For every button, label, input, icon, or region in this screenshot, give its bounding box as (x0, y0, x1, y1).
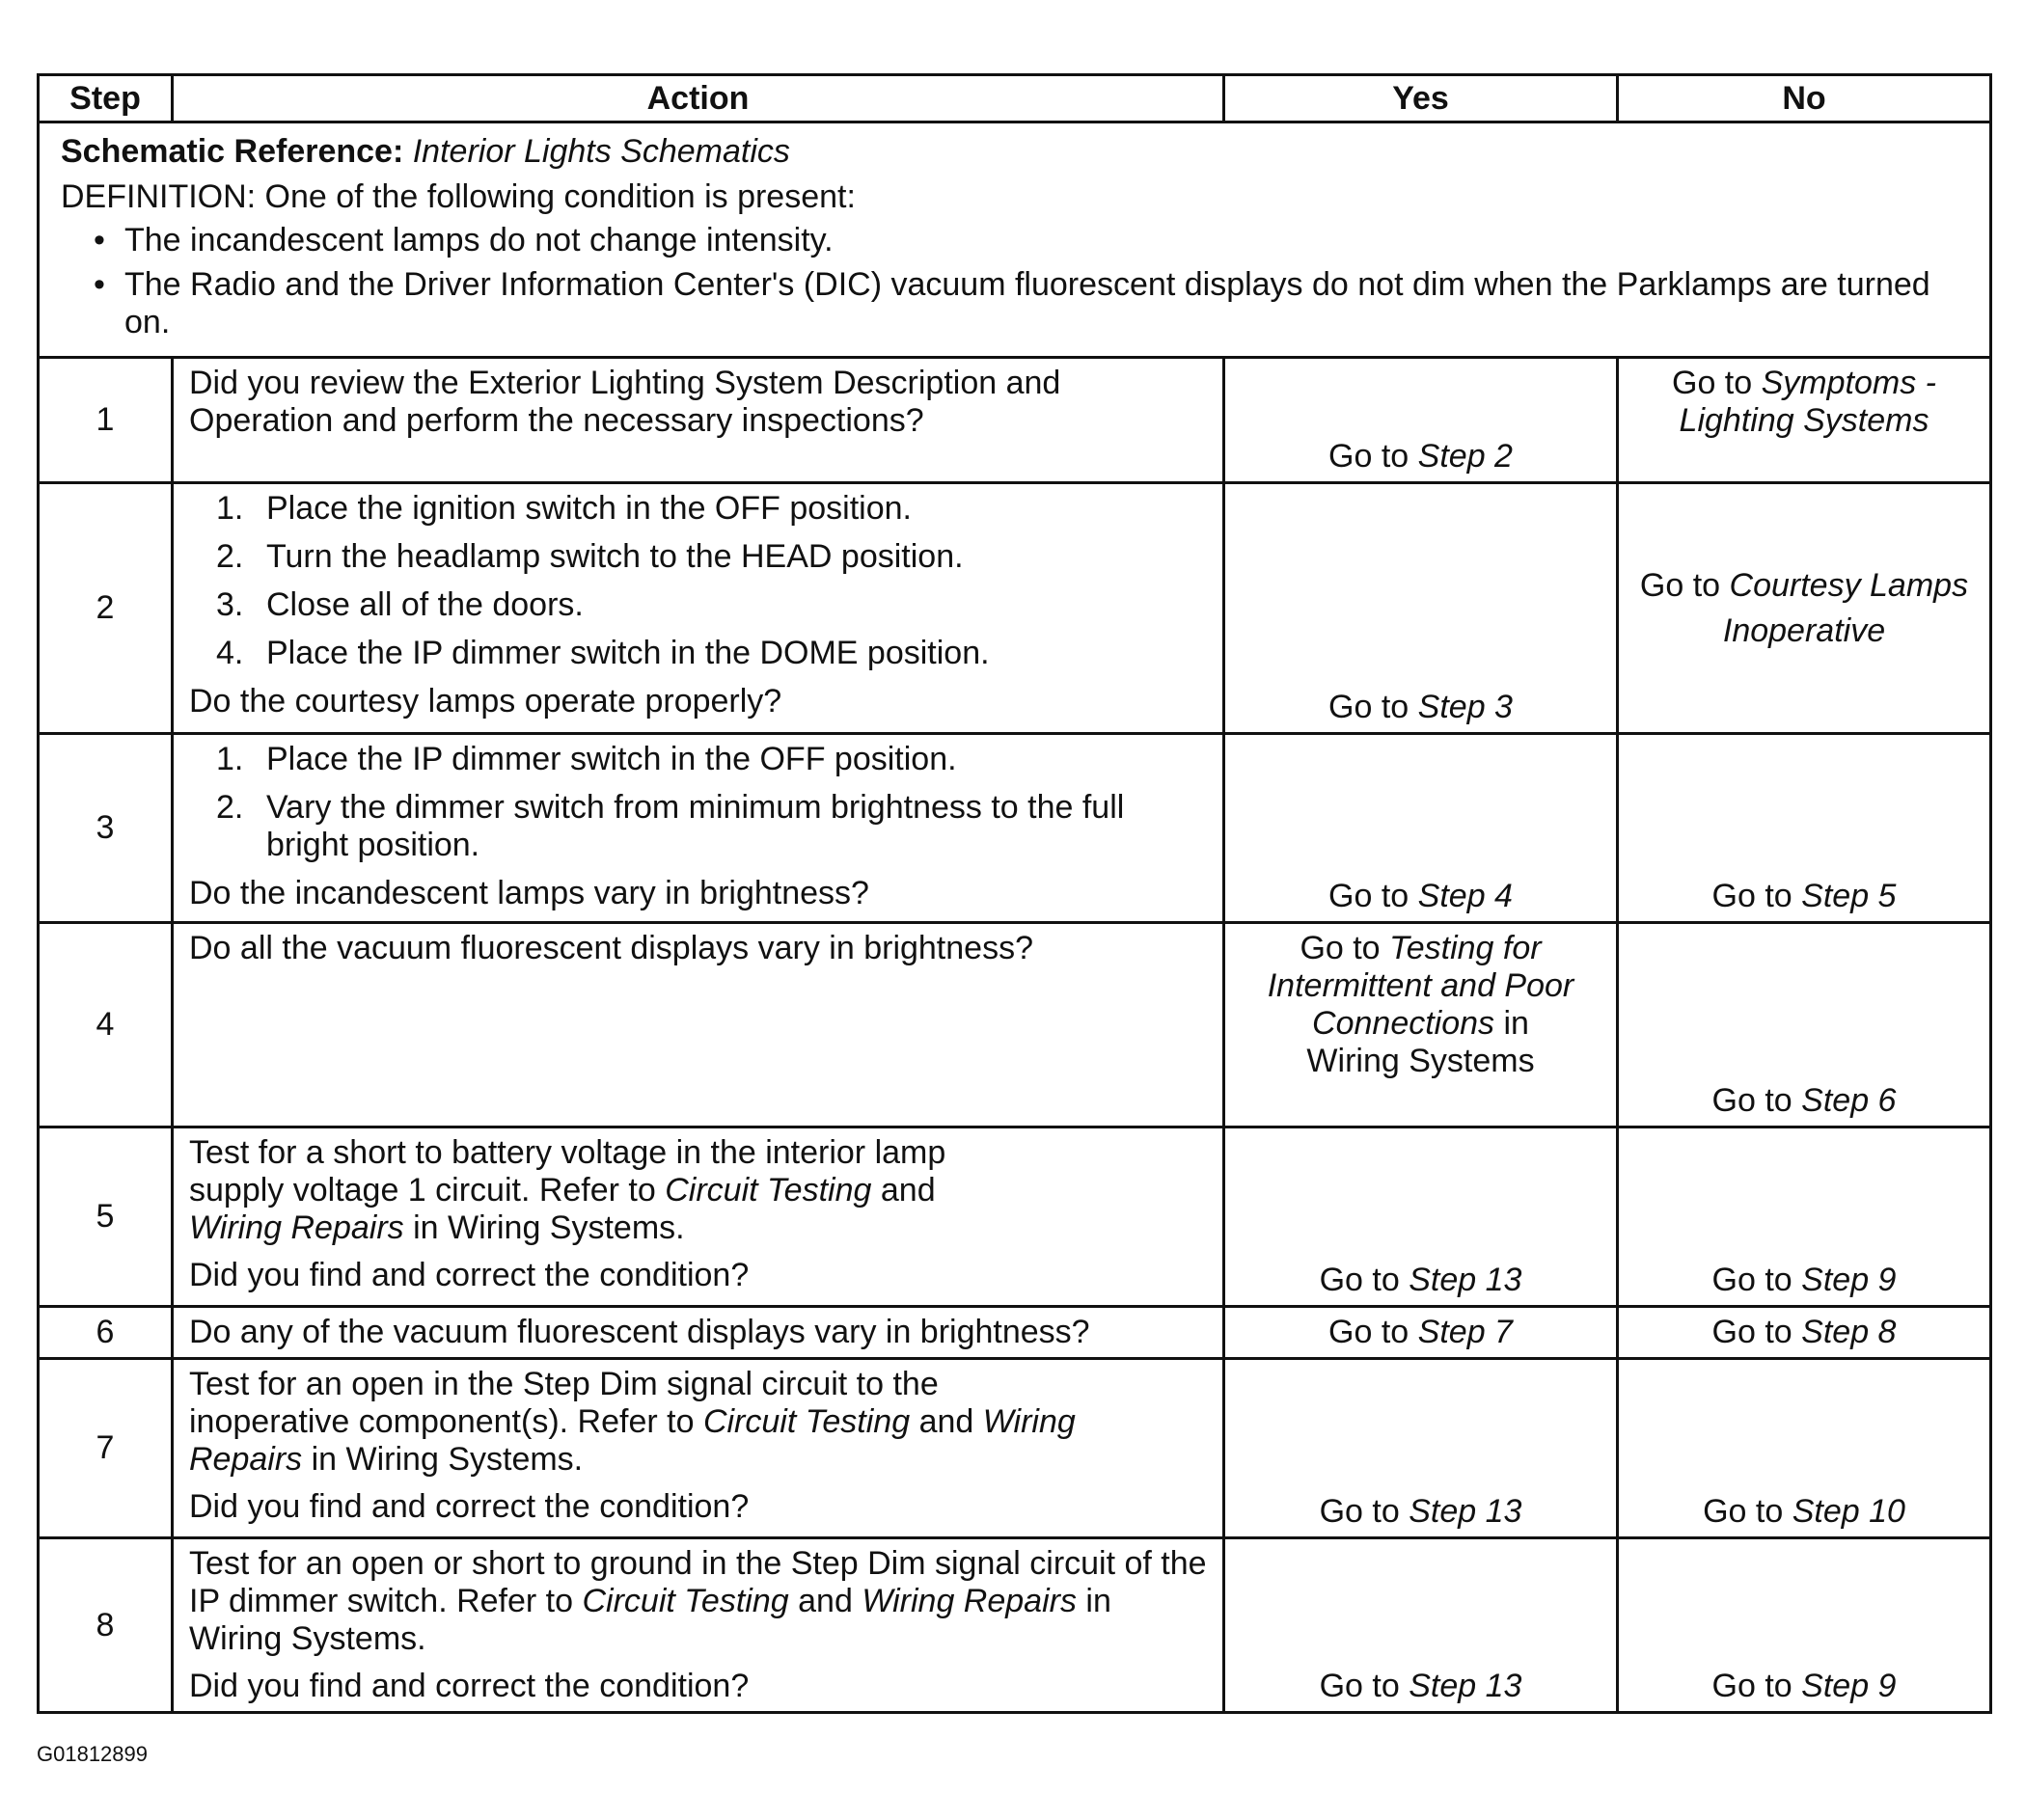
info-cell (39, 122, 1991, 358)
substeps (189, 741, 1209, 864)
no-link[interactable]: Courtesy Lamps Inoperative (1722, 566, 1969, 649)
no-cell: Go to Step 9 (1618, 1538, 1991, 1713)
question: Did you review the Exterior Lighting System Description and Operation and perform the necessary inspections? (189, 365, 1061, 439)
action-cell (173, 1359, 1224, 1538)
action-cell (173, 483, 1224, 734)
step-number: 7 (39, 1359, 173, 1538)
definition-bullets (61, 222, 1976, 341)
no-cell: Go to Step 10 (1618, 1359, 1991, 1538)
question: Do the courtesy lamps operate properly? (189, 683, 782, 720)
schematic-reference-link[interactable]: Interior Lights Schematics (412, 133, 790, 170)
bullet-icon: • (94, 266, 105, 303)
yes-link[interactable]: Step 4 (1417, 878, 1513, 914)
action-cell (173, 1127, 1224, 1307)
question: Did you find and correct the condition? (189, 1488, 750, 1525)
header-yes: Yes (1224, 75, 1618, 122)
step-number: 2 (39, 483, 173, 734)
step-row-6 (39, 1307, 1991, 1359)
substep-item: 4. Place the IP dimmer switch in the DOME position. (216, 635, 990, 671)
yes-cell: Go to Step 3 (1224, 483, 1618, 734)
no-link[interactable]: Step 5 (1801, 878, 1897, 914)
schematic-reference-label: Schematic Reference: (61, 133, 404, 170)
no-link[interactable]: Step 9 (1801, 1262, 1897, 1298)
yes-link[interactable]: Step 2 (1417, 438, 1513, 475)
question: Do all the vacuum fluorescent displays vary in brightness? (189, 930, 1033, 966)
step-row-4 (39, 923, 1991, 1127)
header-step: Step (39, 75, 173, 122)
step-row-8 (39, 1538, 1991, 1713)
no-cell: Go to Symptoms - Lighting Systems (1618, 358, 1991, 483)
step-row-2 (39, 483, 1991, 734)
substep-item: 1. Place the IP dimmer switch in the OFF position. (216, 741, 957, 777)
no-link[interactable]: Step 8 (1801, 1314, 1897, 1350)
yes-link[interactable]: Step 13 (1409, 1668, 1522, 1704)
no-link[interactable]: Step 6 (1801, 1082, 1897, 1119)
yes-link[interactable]: Step 13 (1409, 1493, 1522, 1530)
diagnostic-table (37, 73, 1992, 1714)
yes-cell: Go to Testing for Intermittent and Poor Connections in Wiring Systems (1224, 923, 1618, 1127)
reference-link[interactable]: Wiring Repairs (189, 1403, 1076, 1478)
step-row-5 (39, 1127, 1991, 1307)
step-number: 1 (39, 358, 173, 483)
action-cell (173, 923, 1224, 1127)
yes-link[interactable]: Step 3 (1417, 689, 1513, 725)
no-cell: Go to Step 5 (1618, 734, 1991, 923)
substeps (189, 490, 1209, 672)
yes-cell: Go to Step 4 (1224, 734, 1618, 923)
bullet-item: • The incandescent lamps do not change intensity. (94, 222, 834, 258)
question: Did you find and correct the condition? (189, 1668, 750, 1704)
header-row (39, 75, 1991, 122)
yes-link[interactable]: Step 13 (1409, 1262, 1522, 1298)
reference-link[interactable]: Wiring Repairs (862, 1583, 1077, 1619)
substep-item: 3. Close all of the doors. (216, 586, 584, 623)
substep-item: 2. Turn the headlamp switch to the HEAD position. (216, 538, 964, 575)
reference-link[interactable]: Circuit Testing (702, 1403, 911, 1440)
question: Did you find and correct the condition? (189, 1257, 750, 1293)
action-cell (173, 734, 1224, 923)
yes-cell: Go to Step 7 (1224, 1307, 1618, 1359)
step-number: 8 (39, 1538, 173, 1713)
bullet-icon: • (94, 222, 105, 258)
header-action: Action (173, 75, 1224, 122)
no-link[interactable]: Symptoms - Lighting Systems (1679, 365, 1936, 439)
no-cell: Go to Step 6 (1618, 923, 1991, 1127)
no-link[interactable]: Step 9 (1801, 1668, 1897, 1704)
step-row-3 (39, 734, 1991, 923)
step-number: 3 (39, 734, 173, 923)
info-row (39, 122, 1991, 358)
no-cell: Go to Step 8 (1618, 1307, 1991, 1359)
yes-cell: Go to Step 13 (1224, 1538, 1618, 1713)
yes-link[interactable]: Testing for Intermittent and Poor Connections (1267, 930, 1574, 1042)
schematic-reference (61, 133, 1976, 171)
question: Do any of the vacuum fluorescent displays vary in brightness? (189, 1314, 1090, 1350)
instruction: Test for a short to battery voltage in the interior lamp supply voltage 1 circuit. Refer to Circuit Testing and Wiring Repairs in Wiring Systems. (189, 1134, 946, 1246)
step-row-1 (39, 358, 1991, 483)
step-number: 6 (39, 1307, 173, 1359)
yes-link[interactable]: Step 7 (1417, 1314, 1513, 1350)
action-cell (173, 1538, 1224, 1713)
no-link[interactable]: Step 10 (1792, 1493, 1905, 1530)
yes-cell: Go to Step 2 (1224, 358, 1618, 483)
no-cell: Go to Courtesy Lamps Inoperative (1618, 483, 1991, 734)
substep-item: 1. Place the ignition switch in the OFF position. (216, 490, 912, 527)
instruction: Test for an open in the Step Dim signal circuit to the inoperative component(s). Refer to Circuit Testing and Wiring Repairs in Wiring Systems. (189, 1366, 1076, 1478)
reference-link[interactable]: Circuit Testing (665, 1172, 872, 1209)
bullet-item: • The Radio and the Driver Information Center's (DIC) vacuum fluorescent displays do not dim when the Parklamps are turned on. (94, 266, 1930, 340)
reference-link[interactable]: Wiring Repairs (189, 1209, 404, 1246)
substep-item: 2. Vary the dimmer switch from minimum brightness to the full bright position. (216, 789, 1125, 863)
action-cell (173, 358, 1224, 483)
step-number: 4 (39, 923, 173, 1127)
no-cell: Go to Step 9 (1618, 1127, 1991, 1307)
definition: DEFINITION: One of the following condition is present: (61, 178, 856, 215)
reference-link[interactable]: Circuit Testing (582, 1583, 789, 1619)
step-row-7 (39, 1359, 1991, 1538)
yes-cell: Go to Step 13 (1224, 1359, 1618, 1538)
question: Do the incandescent lamps vary in brightness? (189, 875, 869, 911)
figure-id: G01812899 (37, 1742, 148, 1766)
action-cell (173, 1307, 1224, 1359)
header-no: No (1618, 75, 1991, 122)
instruction: Test for an open or short to ground in the Step Dim signal circuit of the IP dimmer switch. Refer to Circuit Testing and Wiring Repairs in Wiring Systems. (189, 1545, 1207, 1657)
yes-cell: Go to Step 13 (1224, 1127, 1618, 1307)
step-number: 5 (39, 1127, 173, 1307)
diagnostic-table-page (37, 73, 1989, 1714)
